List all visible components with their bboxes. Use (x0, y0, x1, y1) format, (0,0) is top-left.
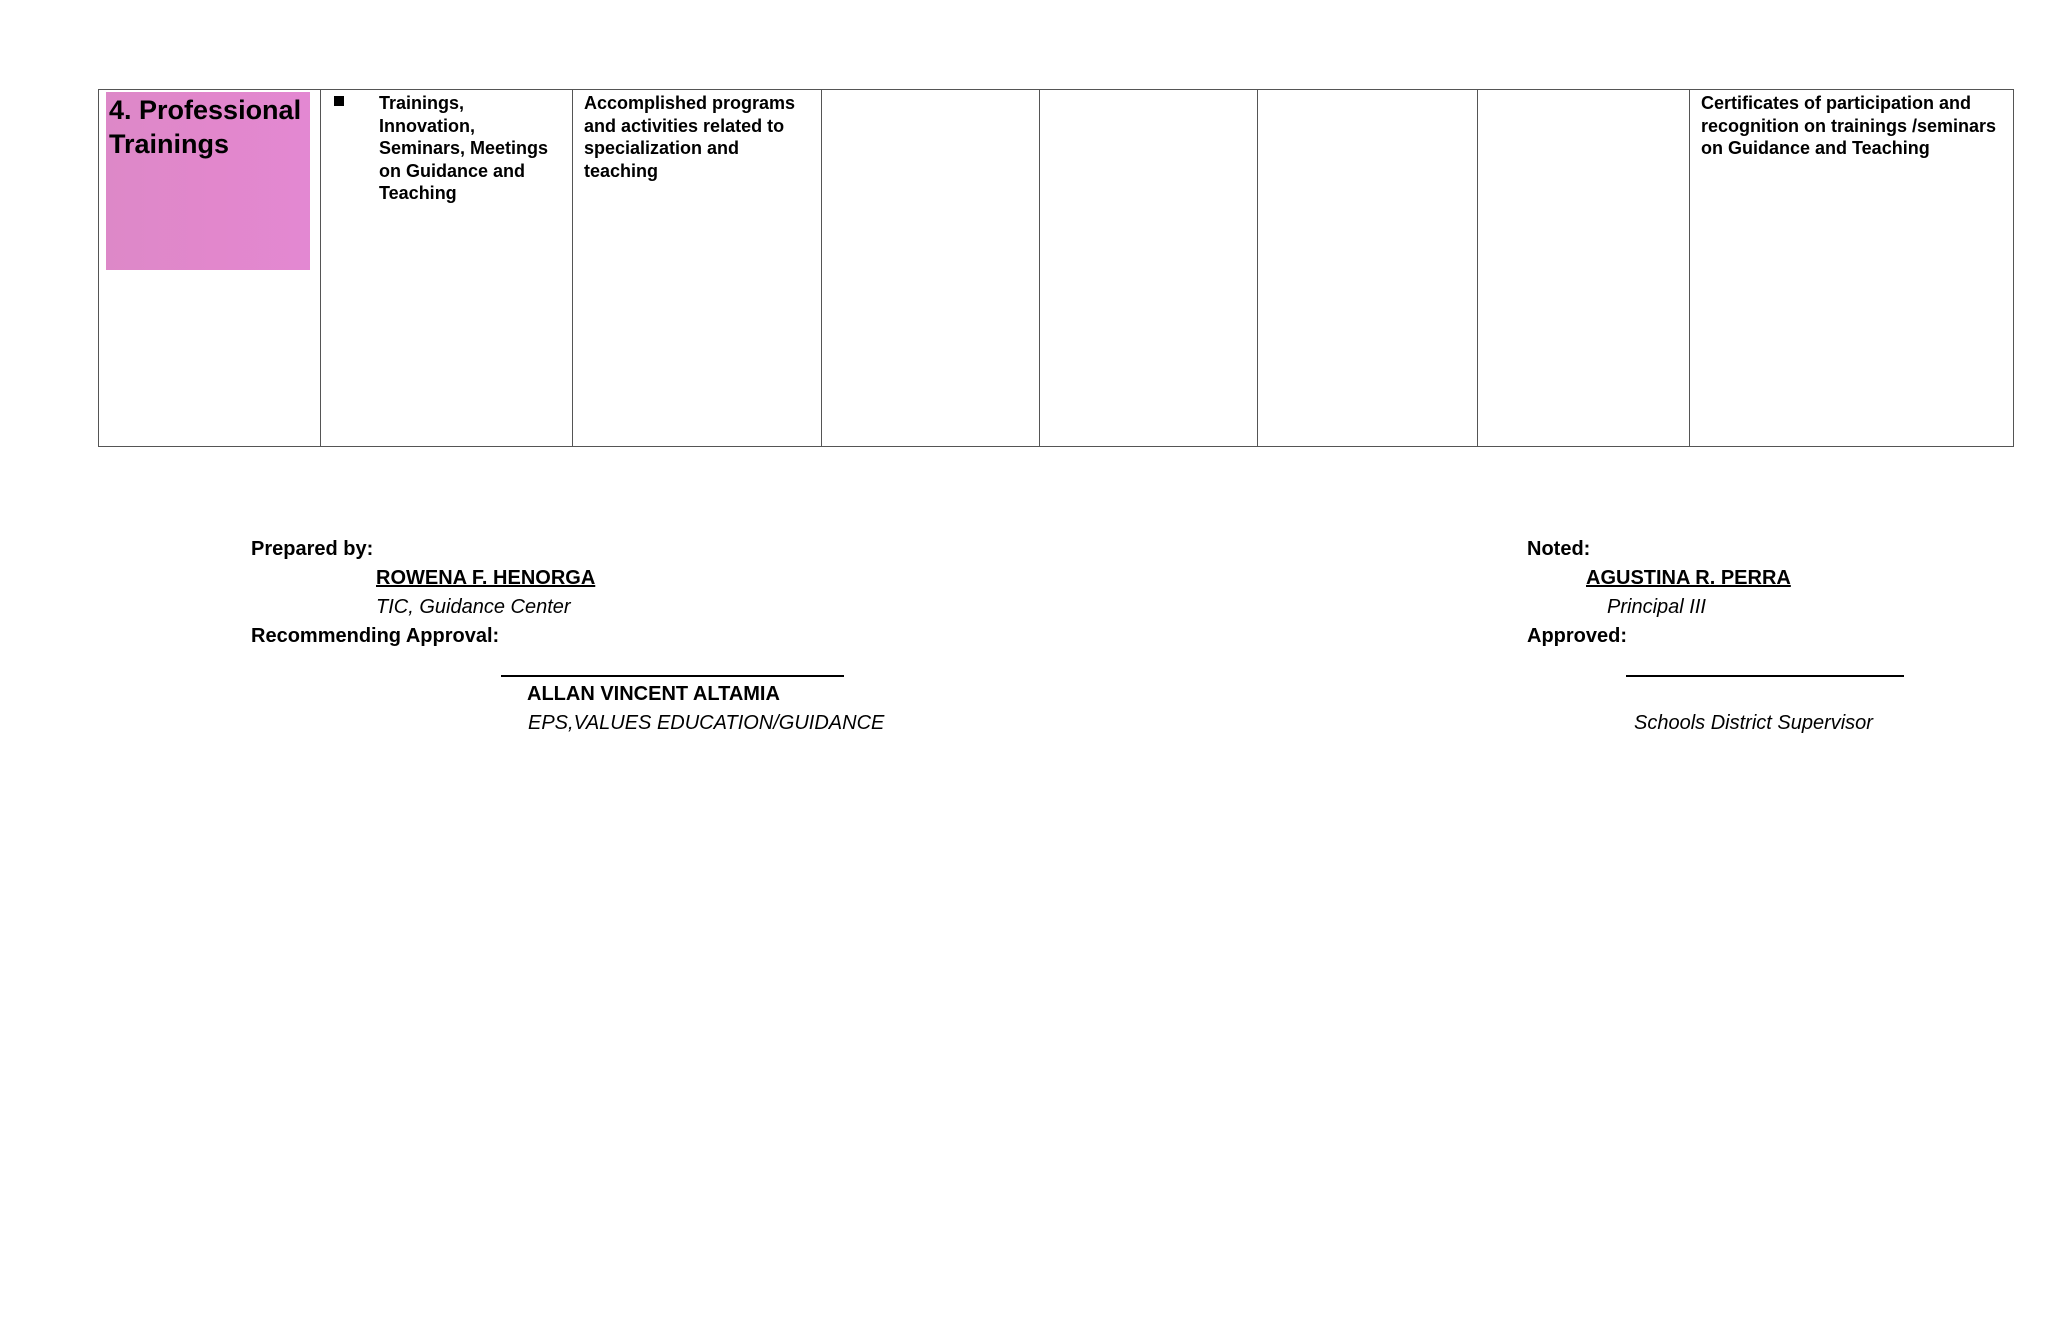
noted-label: Noted: (1527, 538, 1591, 560)
output-cell (573, 90, 822, 447)
approved-title: Schools District Supervisor (1634, 712, 1873, 734)
activity-cell (321, 90, 573, 447)
area-cell (99, 90, 321, 447)
prepared-by-label: Prepared by: (251, 538, 374, 560)
prepared-title: TIC, Guidance Center (376, 596, 571, 618)
empty-cell (1040, 90, 1258, 447)
plan-table (98, 89, 2014, 447)
table-row (99, 90, 2014, 447)
noted-title: Principal III (1607, 596, 1706, 618)
output-text: Accomplished programs and activities related to specialization and teaching (584, 93, 796, 181)
recommending-title: EPS,VALUES EDUCATION/GUIDANCE (528, 712, 885, 734)
activity-text: Trainings, Innovation, Seminars, Meetings on Guidance and Teaching (379, 93, 549, 203)
area-title: 4. Professional Trainings (106, 92, 310, 270)
empty-cell (822, 90, 1040, 447)
approved-label: Approved: (1527, 625, 1627, 647)
noted-name: AGUSTINA R. PERRA (1586, 567, 1791, 589)
empty-cell (1258, 90, 1478, 447)
empty-cell (1478, 90, 1690, 447)
recommending-name: ALLAN VINCENT ALTAMIA (527, 683, 780, 705)
recommending-label: Recommending Approval: (251, 625, 500, 647)
signature-line (501, 675, 844, 677)
verification-text: Certificates of participation and recognition on trainings /seminars on Guidance and Teaching (1701, 93, 1997, 158)
square-bullet-icon (334, 96, 344, 106)
verification-cell (1690, 90, 2014, 447)
signature-line (1626, 675, 1904, 677)
prepared-name: ROWENA F. HENORGA (376, 567, 596, 589)
